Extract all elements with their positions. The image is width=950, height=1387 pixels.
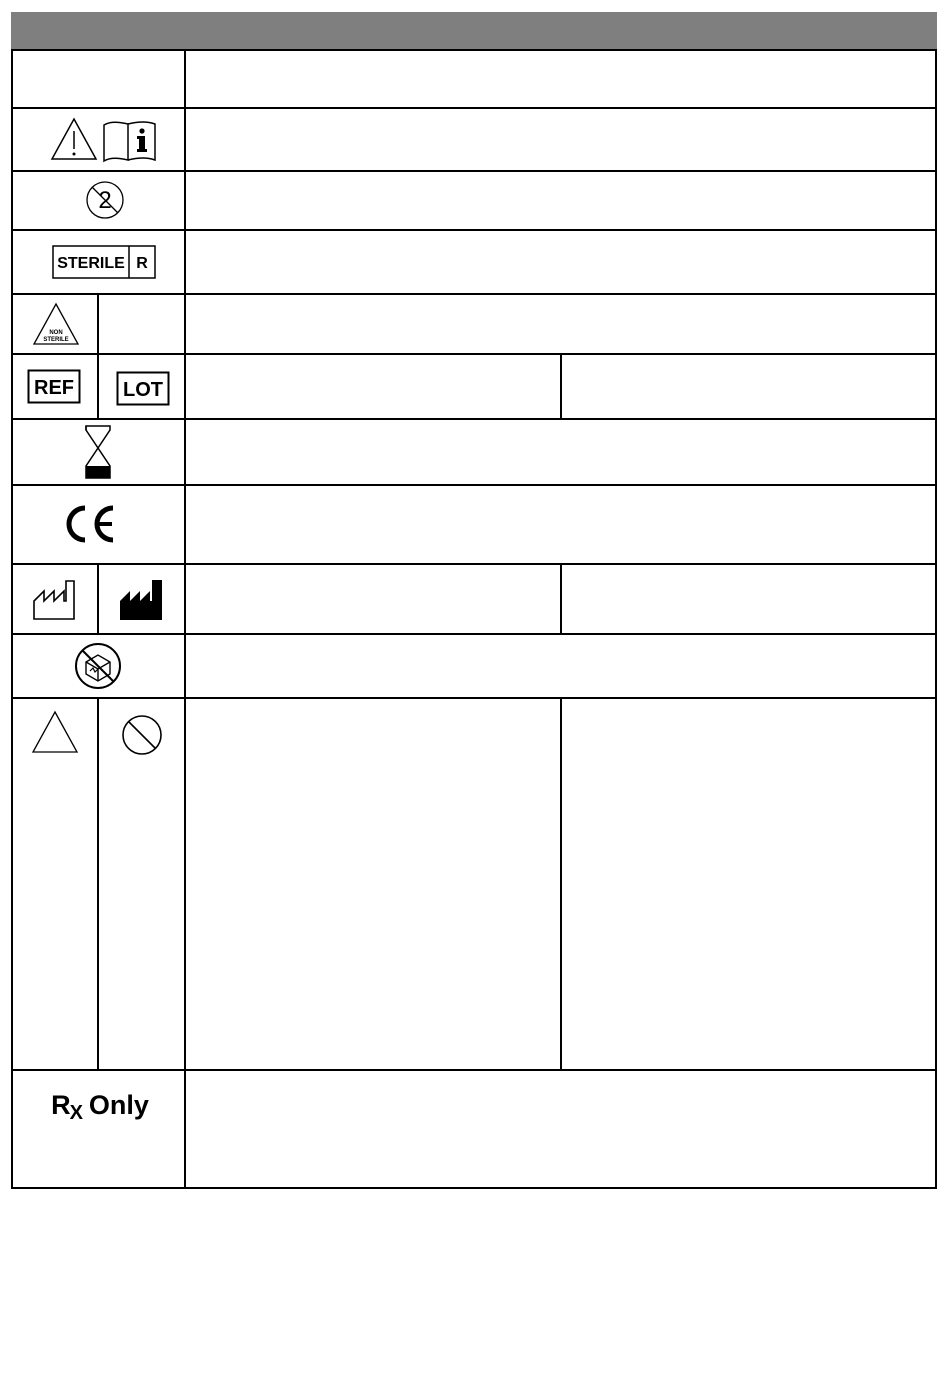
do-not-reuse-symbol [83, 177, 127, 223]
lot-label: LOT [123, 379, 163, 401]
row-divider [11, 49, 937, 51]
sterile-r-symbol [51, 244, 157, 280]
consult-ifu-symbols [49, 113, 159, 165]
date-of-manufacture-icon [32, 579, 76, 621]
manufacturer-icon [119, 579, 163, 621]
warning-triangle-icon [50, 115, 158, 163]
sterile-r-icon [52, 245, 156, 279]
lot-symbol [114, 370, 172, 408]
column-divider [11, 49, 13, 1189]
instructions-book-icon [104, 122, 155, 161]
sterile-method-label: R [136, 255, 148, 272]
row-divider [11, 633, 937, 635]
row-divider [11, 418, 937, 420]
non-sterile-symbol [31, 300, 81, 348]
rx-only-symbol [45, 1085, 155, 1125]
symbols-table [11, 12, 937, 1189]
do-not-use-if-damaged-icon [74, 642, 122, 690]
row-divider [11, 293, 937, 295]
column-divider [184, 49, 186, 1189]
caution-triangle-icon [31, 710, 79, 754]
ce-mark-symbol [61, 503, 119, 545]
ce-mark-icon [63, 504, 117, 544]
date-of-manufacture-symbol [31, 577, 77, 623]
hourglass-icon [83, 424, 113, 480]
column-divider [560, 697, 562, 1070]
do-not-reuse-digit: 2 [98, 187, 112, 214]
rx-only-label: Only [88, 1089, 149, 1120]
column-divider [97, 293, 99, 419]
lot-icon [116, 371, 170, 407]
non-label: NON [49, 330, 63, 336]
table-grid [11, 49, 937, 1189]
use-by-symbol [81, 423, 115, 481]
row-divider [11, 484, 937, 486]
column-divider [560, 353, 562, 419]
column-divider [935, 49, 937, 1189]
row-divider [11, 353, 937, 355]
row-divider [11, 1187, 937, 1189]
non-sterile-icon [32, 302, 80, 346]
row-divider [11, 563, 937, 565]
row-divider [11, 107, 937, 109]
damaged-package-symbol [73, 641, 123, 691]
do-not-reuse-icon [85, 180, 125, 220]
row-divider [11, 170, 937, 172]
contraindication-symbol [120, 713, 164, 757]
caution-symbol [30, 709, 80, 755]
rx-only-icon [51, 1089, 149, 1124]
row-divider [11, 229, 937, 231]
column-divider [97, 563, 99, 634]
ref-icon [27, 369, 81, 405]
non-sterile-label: STERILE [43, 337, 69, 343]
rx-x-label: X [69, 1101, 83, 1124]
table-header-bar [11, 12, 937, 49]
ref-label: REF [34, 377, 74, 399]
sterile-label: STERILE [57, 255, 125, 272]
column-divider [97, 697, 99, 1070]
rx-r-label: R [51, 1089, 71, 1120]
column-divider [560, 563, 562, 634]
prohibition-circle-icon [121, 714, 163, 756]
row-divider [11, 697, 937, 699]
ref-symbol [25, 368, 83, 406]
row-divider [11, 1069, 937, 1071]
manufacturer-symbol [117, 577, 165, 623]
